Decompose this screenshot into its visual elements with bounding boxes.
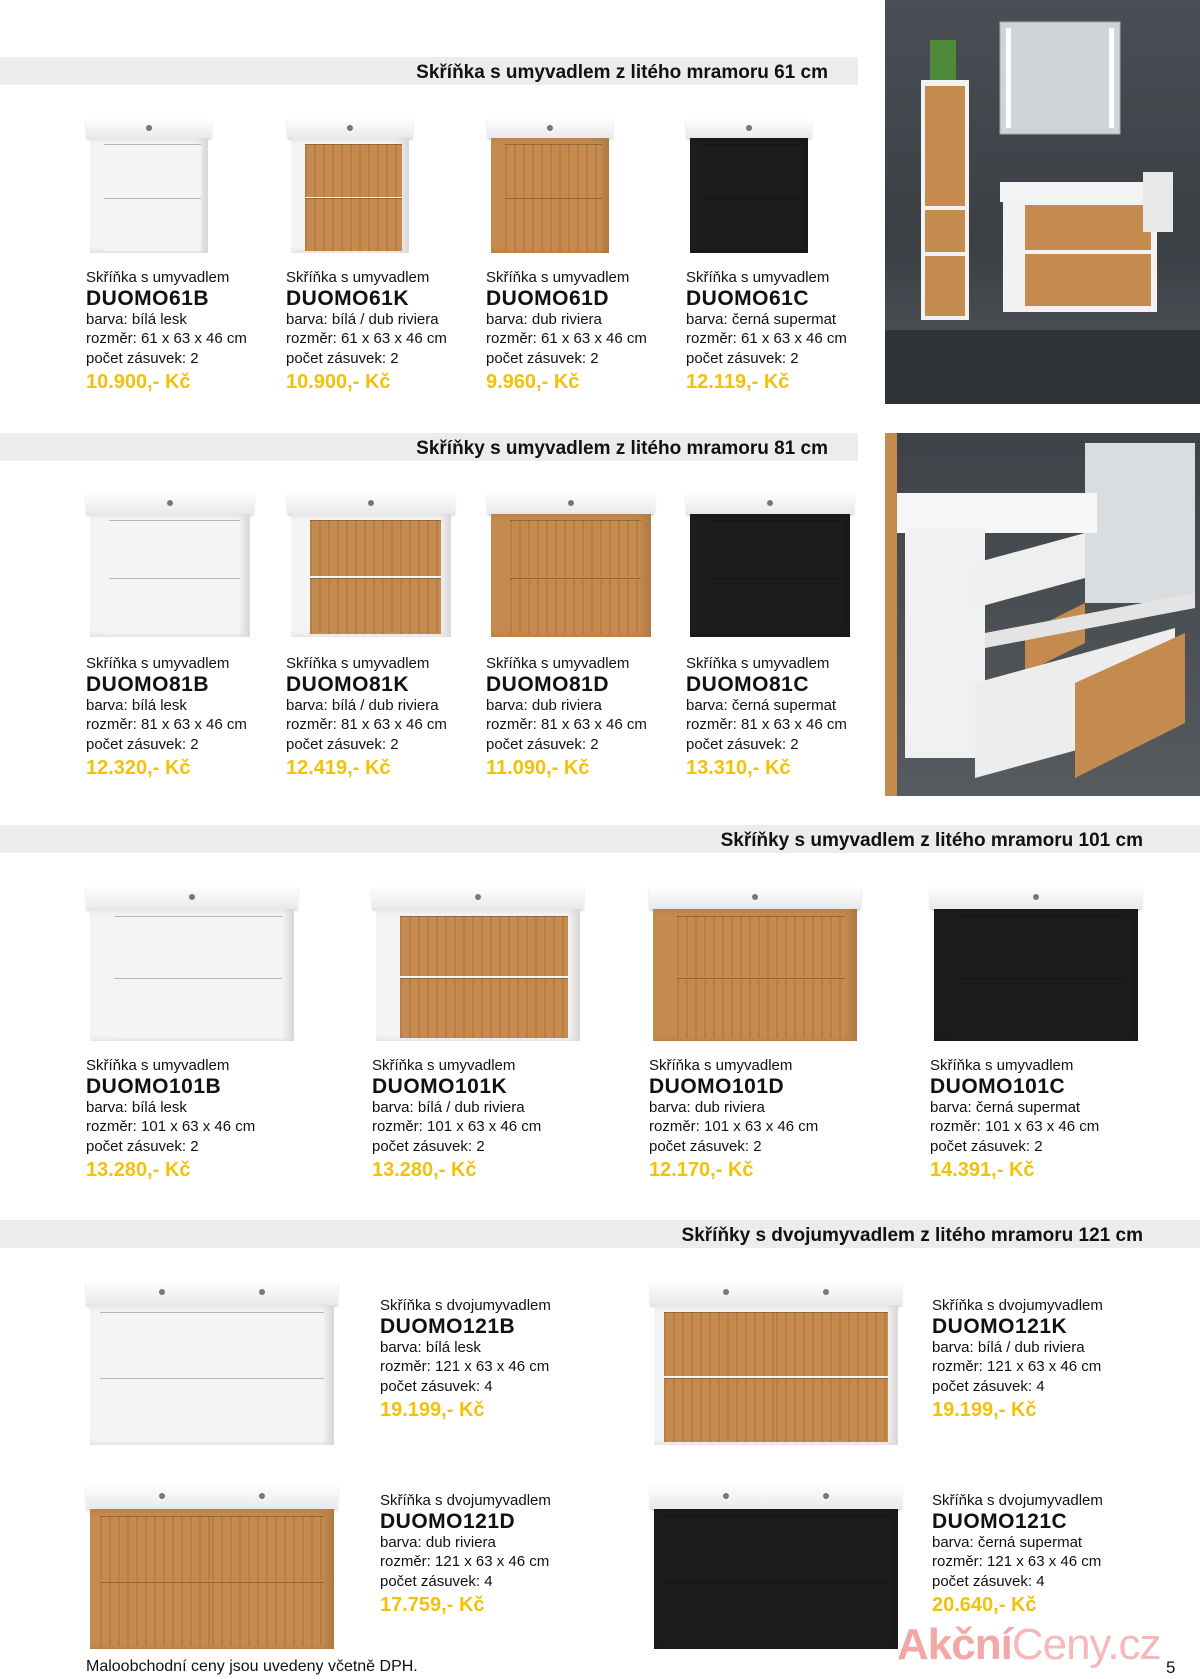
product-color: barva: černá supermat bbox=[930, 1098, 1081, 1116]
product-image bbox=[650, 1484, 902, 1649]
product-code: DUOMO81D bbox=[486, 672, 610, 696]
faucet-hole bbox=[475, 894, 481, 900]
product-image bbox=[86, 492, 254, 637]
product-drawers: počet zásuvek: 4 bbox=[932, 1377, 1045, 1395]
product-code: DUOMO121D bbox=[380, 1509, 516, 1533]
product-image bbox=[86, 118, 212, 253]
product-info bbox=[930, 1056, 1099, 1184]
product-type: Skříňka s umyvadlem bbox=[649, 1057, 793, 1074]
product-code: DUOMO101D bbox=[649, 1074, 785, 1098]
product-color: barva: bílá / dub riviera bbox=[932, 1338, 1085, 1356]
product-color: barva: bílá lesk bbox=[86, 1098, 187, 1116]
drawer-front bbox=[100, 1378, 212, 1442]
product-color: barva: dub riviera bbox=[486, 310, 602, 328]
cabinet-body bbox=[491, 514, 651, 637]
faucet-hole bbox=[368, 500, 374, 506]
product-price: 12.419,- Kč bbox=[286, 757, 391, 779]
drawer-front bbox=[400, 916, 567, 976]
faucet-hole bbox=[746, 125, 752, 131]
faucet-hole bbox=[347, 125, 353, 131]
washbasin-top bbox=[650, 1484, 902, 1509]
product-price: 10.900,- Kč bbox=[86, 371, 191, 393]
product-drawers: počet zásuvek: 2 bbox=[486, 349, 599, 367]
product-info bbox=[86, 654, 247, 782]
faucet-hole bbox=[723, 1289, 729, 1295]
drawer-front bbox=[510, 520, 641, 576]
product-color: barva: černá supermat bbox=[686, 310, 837, 328]
product-info bbox=[932, 1296, 1103, 1424]
product-image bbox=[686, 118, 812, 253]
product-image bbox=[686, 492, 854, 637]
drawer-front bbox=[100, 1582, 212, 1646]
cabinet-body bbox=[90, 909, 294, 1041]
product-info bbox=[686, 654, 847, 782]
product-code: DUOMO121C bbox=[932, 1509, 1068, 1533]
drawer-front bbox=[310, 520, 441, 576]
drawer-front bbox=[114, 978, 281, 1038]
product-drawers: počet zásuvek: 2 bbox=[286, 735, 399, 753]
product-code: DUOMO121B bbox=[380, 1314, 516, 1338]
product-color: barva: bílá lesk bbox=[380, 1338, 481, 1356]
product-code: DUOMO101C bbox=[930, 1074, 1066, 1098]
product-price: 14.391,- Kč bbox=[930, 1159, 1035, 1181]
faucet-hole bbox=[723, 1493, 729, 1499]
product-size: rozměr: 61 x 63 x 46 cm bbox=[286, 330, 447, 347]
product-info bbox=[932, 1491, 1103, 1619]
drawer-front bbox=[212, 1582, 324, 1646]
product-price: 11.090,- Kč bbox=[486, 757, 590, 779]
product-info bbox=[372, 1056, 541, 1184]
drawer-front bbox=[776, 1582, 888, 1646]
product-size: rozměr: 61 x 63 x 46 cm bbox=[686, 330, 847, 347]
product-image bbox=[487, 118, 613, 253]
product-info bbox=[86, 268, 247, 396]
faucet-hole bbox=[189, 894, 195, 900]
product-code: DUOMO61D bbox=[486, 286, 610, 310]
cabinet-body bbox=[690, 514, 850, 637]
product-drawers: počet zásuvek: 4 bbox=[380, 1377, 493, 1395]
product-price: 12.320,- Kč bbox=[86, 757, 191, 779]
drawer-front bbox=[114, 916, 281, 976]
product-drawers: počet zásuvek: 4 bbox=[380, 1572, 493, 1590]
cabinet-body bbox=[90, 514, 250, 637]
product-code: DUOMO81C bbox=[686, 672, 810, 696]
product-type: Skříňka s umyvadlem bbox=[930, 1057, 1074, 1074]
drawer-front bbox=[776, 1378, 888, 1442]
faucet-hole bbox=[159, 1493, 165, 1499]
faucet-hole bbox=[1033, 894, 1039, 900]
product-type: Skříňka s umyvadlem bbox=[686, 655, 830, 672]
drawer-front bbox=[212, 1312, 324, 1376]
product-price: 19.199,- Kč bbox=[380, 1399, 485, 1421]
faucet-hole bbox=[146, 125, 152, 131]
product-type: Skříňka s dvojumyvadlem bbox=[380, 1492, 551, 1509]
section-header-81 bbox=[0, 433, 858, 461]
product-type: Skříňka s umyvadlem bbox=[286, 655, 430, 672]
product-image bbox=[287, 492, 455, 637]
product-code: DUOMO61B bbox=[86, 286, 210, 310]
product-code: DUOMO61C bbox=[686, 286, 810, 310]
cabinet-body bbox=[653, 909, 857, 1041]
product-info bbox=[380, 1491, 551, 1619]
faucet-hole bbox=[167, 500, 173, 506]
footer-note: Maloobchodní ceny jsou uvedeny včetně DPH. bbox=[86, 1658, 418, 1675]
product-drawers: počet zásuvek: 2 bbox=[86, 735, 199, 753]
product-drawers: počet zásuvek: 2 bbox=[286, 349, 399, 367]
drawer-front bbox=[664, 1312, 776, 1376]
product-size: rozměr: 121 x 63 x 46 cm bbox=[380, 1358, 550, 1375]
drawer-front bbox=[664, 1582, 776, 1646]
drawer-front bbox=[212, 1516, 324, 1580]
drawer-front bbox=[704, 198, 801, 251]
faucet-hole bbox=[547, 125, 553, 131]
product-info bbox=[486, 654, 647, 782]
cabinet-body bbox=[90, 1509, 334, 1649]
drawer-front bbox=[776, 1516, 888, 1580]
logo-part2: Ceny.cz bbox=[1011, 1620, 1161, 1669]
drawer-detail-illustration bbox=[885, 433, 1200, 796]
product-drawers: počet zásuvek: 2 bbox=[86, 349, 199, 367]
drawer-front bbox=[305, 144, 402, 197]
product-size: rozměr: 61 x 63 x 46 cm bbox=[86, 330, 247, 347]
cabinet-body bbox=[90, 138, 208, 253]
section-header-121 bbox=[0, 1220, 1200, 1248]
product-type: Skříňka s umyvadlem bbox=[486, 655, 630, 672]
drawer-front bbox=[212, 1378, 324, 1442]
product-info bbox=[286, 268, 447, 396]
faucet-hole bbox=[752, 894, 758, 900]
logo-part1: Akční bbox=[897, 1620, 1012, 1669]
bathroom-photo-81 bbox=[885, 433, 1200, 796]
product-size: rozměr: 81 x 63 x 46 cm bbox=[286, 716, 447, 733]
product-size: rozměr: 121 x 63 x 46 cm bbox=[932, 1553, 1102, 1570]
page-number: 5 bbox=[1166, 1658, 1176, 1677]
product-drawers: počet zásuvek: 2 bbox=[649, 1137, 762, 1155]
product-image bbox=[86, 1280, 338, 1445]
product-type: Skříňka s dvojumyvadlem bbox=[932, 1297, 1103, 1314]
drawer-front bbox=[109, 520, 240, 576]
product-size: rozměr: 121 x 63 x 46 cm bbox=[380, 1553, 550, 1570]
product-info bbox=[380, 1296, 551, 1424]
drawer-front bbox=[109, 578, 240, 634]
product-price: 12.119,- Kč bbox=[686, 371, 790, 393]
product-size: rozměr: 81 x 63 x 46 cm bbox=[486, 716, 647, 733]
product-size: rozměr: 101 x 63 x 46 cm bbox=[649, 1118, 819, 1135]
faucet-hole bbox=[767, 500, 773, 506]
drawer-front bbox=[709, 578, 840, 634]
drawer-front bbox=[100, 1516, 212, 1580]
product-price: 13.280,- Kč bbox=[86, 1159, 191, 1181]
section-title: Skříňky s umyvadlem z litého mramoru 101 cm bbox=[720, 830, 1143, 851]
product-color: barva: bílá / dub riviera bbox=[286, 310, 439, 328]
product-color: barva: bílá / dub riviera bbox=[286, 696, 439, 714]
drawer-front bbox=[704, 144, 801, 197]
product-image bbox=[487, 492, 655, 637]
cabinet-body bbox=[291, 138, 409, 253]
product-drawers: počet zásuvek: 2 bbox=[86, 1137, 199, 1155]
product-image bbox=[372, 886, 584, 1041]
product-color: barva: bílá lesk bbox=[86, 310, 187, 328]
bathroom-illustration bbox=[885, 0, 1200, 404]
product-color: barva: bílá lesk bbox=[86, 696, 187, 714]
section-header-101 bbox=[0, 825, 1200, 853]
section-header-61 bbox=[0, 57, 858, 85]
product-size: rozměr: 121 x 63 x 46 cm bbox=[932, 1358, 1102, 1375]
washbasin-top bbox=[86, 1280, 338, 1305]
drawer-front bbox=[104, 198, 201, 251]
drawer-front bbox=[505, 144, 602, 197]
drawer-front bbox=[664, 1516, 776, 1580]
product-image bbox=[650, 1280, 902, 1445]
product-size: rozměr: 101 x 63 x 46 cm bbox=[930, 1118, 1100, 1135]
washbasin-top bbox=[86, 1484, 338, 1509]
drawer-front bbox=[104, 144, 201, 197]
product-image bbox=[649, 886, 861, 1041]
watermark-logo bbox=[897, 1620, 1161, 1670]
product-type: Skříňka s umyvadlem bbox=[286, 269, 430, 286]
product-price: 20.640,- Kč bbox=[932, 1594, 1037, 1616]
product-code: DUOMO101B bbox=[86, 1074, 222, 1098]
drawer-front bbox=[100, 1312, 212, 1376]
product-size: rozměr: 61 x 63 x 46 cm bbox=[486, 330, 647, 347]
product-image bbox=[86, 1484, 338, 1649]
cabinet-body bbox=[376, 909, 580, 1041]
product-info bbox=[686, 268, 847, 396]
cabinet-body bbox=[654, 1305, 898, 1445]
section-title: Skříňka s umyvadlem z litého mramoru 61 cm bbox=[416, 62, 828, 83]
product-price: 13.280,- Kč bbox=[372, 1159, 477, 1181]
product-image bbox=[287, 118, 413, 253]
product-price: 12.170,- Kč bbox=[649, 1159, 754, 1181]
drawer-front bbox=[958, 916, 1125, 976]
product-color: barva: dub riviera bbox=[380, 1533, 496, 1551]
bathroom-photo-61 bbox=[885, 0, 1200, 404]
cabinet-body bbox=[934, 909, 1138, 1041]
cabinet-body bbox=[491, 138, 609, 253]
product-price: 13.310,- Kč bbox=[686, 757, 791, 779]
drawer-front bbox=[505, 198, 602, 251]
product-image bbox=[930, 886, 1142, 1041]
product-size: rozměr: 101 x 63 x 46 cm bbox=[86, 1118, 256, 1135]
faucet-hole bbox=[159, 1289, 165, 1295]
product-price: 10.900,- Kč bbox=[286, 371, 391, 393]
product-type: Skříňka s umyvadlem bbox=[86, 1057, 230, 1074]
product-price: 19.199,- Kč bbox=[932, 1399, 1037, 1421]
product-type: Skříňka s umyvadlem bbox=[372, 1057, 516, 1074]
product-drawers: počet zásuvek: 2 bbox=[486, 735, 599, 753]
drawer-front bbox=[664, 1378, 776, 1442]
product-drawers: počet zásuvek: 2 bbox=[686, 349, 799, 367]
product-info bbox=[486, 268, 647, 396]
product-code: DUOMO61K bbox=[286, 286, 410, 310]
product-size: rozměr: 81 x 63 x 46 cm bbox=[86, 716, 247, 733]
product-price: 17.759,- Kč bbox=[380, 1594, 485, 1616]
product-code: DUOMO81K bbox=[286, 672, 410, 696]
cabinet-body bbox=[90, 1305, 334, 1445]
product-type: Skříňka s umyvadlem bbox=[686, 269, 830, 286]
product-code: DUOMO121K bbox=[932, 1314, 1068, 1338]
product-info bbox=[86, 1056, 255, 1184]
product-code: DUOMO101K bbox=[372, 1074, 508, 1098]
cabinet-body bbox=[654, 1509, 898, 1649]
product-color: barva: černá supermat bbox=[932, 1533, 1083, 1551]
product-drawers: počet zásuvek: 2 bbox=[686, 735, 799, 753]
product-info bbox=[286, 654, 447, 782]
product-type: Skříňka s dvojumyvadlem bbox=[932, 1492, 1103, 1509]
product-info bbox=[649, 1056, 818, 1184]
product-color: barva: černá supermat bbox=[686, 696, 837, 714]
section-title: Skříňky s dvojumyvadlem z litého mramoru 121 cm bbox=[681, 1225, 1143, 1246]
product-drawers: počet zásuvek: 2 bbox=[372, 1137, 485, 1155]
drawer-front bbox=[310, 578, 441, 634]
cabinet-body bbox=[291, 514, 451, 637]
product-size: rozměr: 81 x 63 x 46 cm bbox=[686, 716, 847, 733]
product-color: barva: bílá / dub riviera bbox=[372, 1098, 525, 1116]
product-price: 9.960,- Kč bbox=[486, 371, 580, 393]
product-drawers: počet zásuvek: 2 bbox=[930, 1137, 1043, 1155]
product-type: Skříňka s umyvadlem bbox=[86, 655, 230, 672]
product-drawers: počet zásuvek: 4 bbox=[932, 1572, 1045, 1590]
product-size: rozměr: 101 x 63 x 46 cm bbox=[372, 1118, 542, 1135]
drawer-front bbox=[677, 916, 844, 976]
washbasin-top bbox=[650, 1280, 902, 1305]
drawer-front bbox=[305, 198, 402, 251]
product-image bbox=[86, 886, 298, 1041]
product-type: Skříňka s umyvadlem bbox=[86, 269, 230, 286]
drawer-front bbox=[677, 978, 844, 1038]
product-color: barva: dub riviera bbox=[649, 1098, 765, 1116]
drawer-front bbox=[510, 578, 641, 634]
cabinet-body bbox=[690, 138, 808, 253]
product-code: DUOMO81B bbox=[86, 672, 210, 696]
faucet-hole bbox=[568, 500, 574, 506]
section-title: Skříňky s umyvadlem z litého mramoru 81 cm bbox=[416, 438, 828, 459]
drawer-front bbox=[958, 978, 1125, 1038]
drawer-front bbox=[709, 520, 840, 576]
drawer-front bbox=[776, 1312, 888, 1376]
product-type: Skříňka s umyvadlem bbox=[486, 269, 630, 286]
product-color: barva: dub riviera bbox=[486, 696, 602, 714]
drawer-front bbox=[400, 978, 567, 1038]
product-type: Skříňka s dvojumyvadlem bbox=[380, 1297, 551, 1314]
